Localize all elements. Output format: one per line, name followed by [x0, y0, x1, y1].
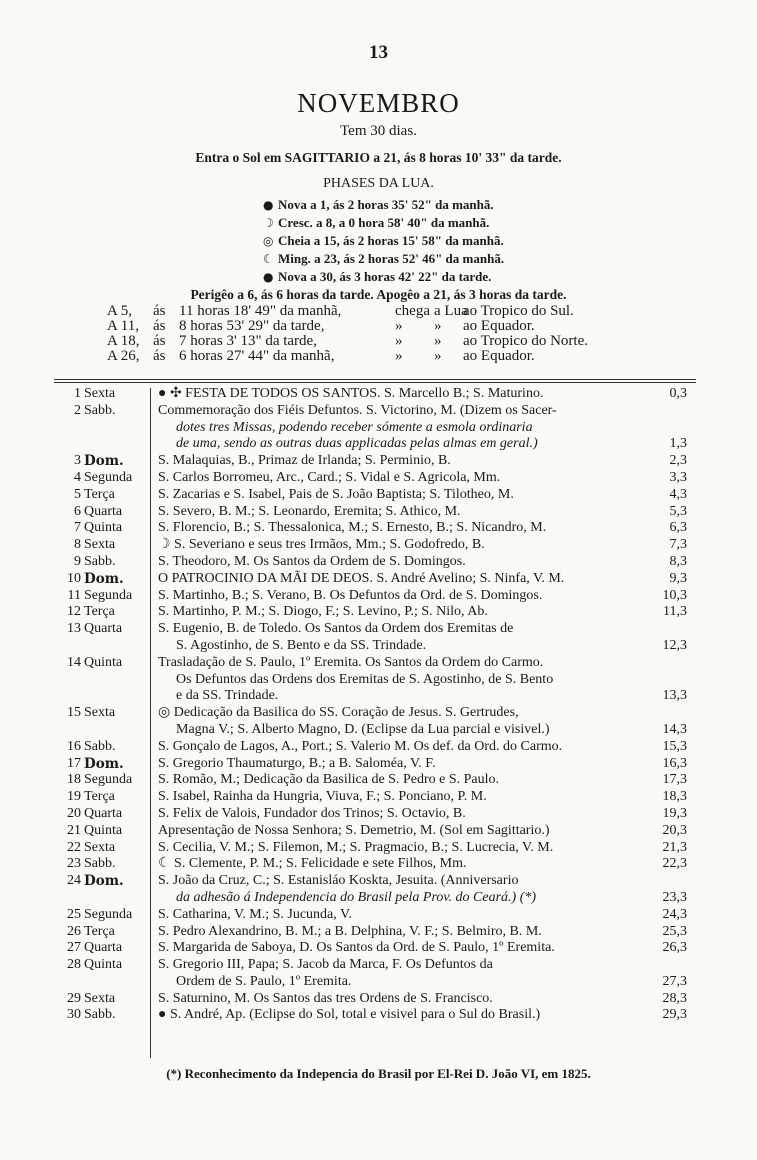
epact-value: 22,3	[662, 856, 687, 872]
tropic-row: A 5, ás 11 horas 18' 49" da manhã, chega a Luaao Tropico do Sul.	[107, 303, 574, 319]
day-number: 6	[74, 503, 81, 519]
feast-text: S. Felix de Valois, Fundador dos Trinos; S. Octavio, B.	[158, 805, 466, 821]
calendar-line	[0, 957, 757, 974]
weekday: Sexta	[84, 537, 116, 553]
calendar-line	[0, 1007, 757, 1024]
day-number: 14	[67, 654, 81, 670]
feast-text: S. Romão, M.; Dedicação da Basilica de S. Pedro e S. Paulo.	[158, 772, 499, 788]
feast-text: S. Florencio, B.; S. Thessalonica, M.; S. Ernesto, B.; S. Nicandro, M.	[158, 520, 547, 536]
epact-value: 15,3	[662, 738, 687, 754]
calendar-row	[0, 588, 757, 605]
calendar-row	[0, 756, 757, 773]
sun-entry: Entra o Sol em SAGITTARIO a 21, ás 8 horas 10' 33" da tarde.	[195, 150, 562, 165]
day-number: 11	[67, 587, 81, 603]
epact-value: 23,3	[662, 889, 687, 905]
epact-value: 4,3	[669, 486, 687, 502]
weekday: Dom.	[84, 873, 124, 890]
calendar-row	[0, 856, 757, 873]
day-number: 26	[67, 923, 81, 939]
weekday: Sexta	[84, 990, 116, 1006]
weekday: Sabb.	[84, 402, 116, 418]
calendar-row	[0, 991, 757, 1008]
weekday: Sexta	[84, 839, 116, 855]
weekday: Terça	[84, 486, 115, 502]
weekday: Quinta	[84, 822, 123, 838]
weekday: Segunda	[84, 469, 133, 485]
feast-text: S. João da Cruz, C.; S. Estanisláo Koskta, Jesuita. (Anniversario	[158, 873, 519, 889]
day-number: 20	[67, 805, 81, 821]
weekday: Terça	[84, 923, 115, 939]
calendar-line	[0, 554, 757, 571]
perigee-apogee: Perigêo a 6, ás 6 horas da tarde. Apogêo a 21, ás 3 horas da tarde.	[190, 287, 567, 302]
epact-value: 17,3	[662, 772, 687, 788]
feast-text: ● S. André, Ap. (Eclipse do Sol, total e visivel para o Sul do Brasil.)	[158, 1007, 541, 1023]
phase-row	[263, 232, 504, 250]
epact-value: 8,3	[669, 553, 687, 569]
phase-text: Cresc. a 8, a 0 hora 58' 40" da manhã.	[278, 215, 490, 230]
calendar-line	[0, 823, 757, 840]
calendar-row	[0, 537, 757, 554]
moon-phases	[263, 196, 504, 286]
calendar-row	[0, 403, 757, 453]
calendar-line	[0, 873, 757, 890]
epact-value: 13,3	[662, 688, 687, 704]
calendar-row	[0, 739, 757, 756]
epact-value: 0,3	[669, 386, 687, 401]
day-number: 17	[67, 755, 81, 771]
feast-text: S. Martinho, B.; S. Verano, B. Os Defuntos da Ord. de S. Domingos.	[158, 587, 543, 603]
weekday: Quarta	[84, 805, 123, 821]
feast-text: S. Gregorio Thaumaturgo, B.; a B. Saloméa, V. F.	[158, 755, 436, 771]
epact-value: 28,3	[662, 990, 687, 1006]
feast-text: Ordem de S. Paulo, 1º Eremita.	[176, 973, 352, 989]
phase-text: Nova a 1, ás 2 horas 35' 52" da manhã.	[278, 197, 494, 212]
phase-text: Cheia a 15, ás 2 horas 15' 58" da manhã.	[278, 233, 504, 248]
feast-text: S. Carlos Borromeu, Arc., Card.; S. Vidal e S. Agricola, Mm.	[158, 469, 501, 485]
weekday: Quarta	[84, 503, 123, 519]
phase-text: Ming. a 23, ás 2 horas 52' 46" da manhã.	[278, 251, 505, 266]
day-number: 9	[74, 553, 81, 569]
calendar-line	[0, 890, 757, 907]
calendar-row	[0, 487, 757, 504]
calendar-line	[0, 924, 757, 941]
day-number: 10	[67, 570, 81, 586]
feast-text: ● ✣ FESTA DE TODOS OS SANTOS. S. Marcello B.; S. Maturino.	[158, 386, 544, 401]
feast-text: Commemoração dos Fiéis Defuntos. S. Victorino, M. (Dizem os Sacer-	[158, 402, 557, 418]
weekday: Segunda	[84, 906, 133, 922]
weekday: Terça	[84, 604, 115, 620]
last-quarter-icon: ☾	[263, 252, 274, 266]
day-number: 30	[67, 1007, 81, 1023]
epact-value: 29,3	[662, 1007, 687, 1023]
calendar-line	[0, 588, 757, 605]
weekday: Sabb.	[84, 553, 116, 569]
weekday: Sexta	[84, 705, 116, 721]
calendar-row	[0, 554, 757, 571]
calendar-line	[0, 705, 757, 722]
calendar-line	[0, 940, 757, 957]
day-number: 25	[67, 906, 81, 922]
calendar-line	[0, 420, 757, 437]
feast-text: ☽ S. Severiano e seus tres Irmãos, Mm.; S. Godofredo, B.	[158, 537, 485, 553]
calendar-line	[0, 991, 757, 1008]
feast-text: S. Severo, B. M.; S. Leonardo, Eremita; S. Athico, M.	[158, 503, 461, 519]
calendar-line	[0, 504, 757, 521]
new-moon-icon: ●	[263, 198, 274, 212]
epact-value: 10,3	[662, 587, 687, 603]
day-number: 5	[74, 486, 81, 502]
page-number: 13	[369, 42, 388, 63]
calendar-row	[0, 453, 757, 470]
weekday: Quinta	[84, 957, 123, 973]
feast-text: O PATROCINIO DA MÃI DE DEOS. S. André Avelino; S. Ninfa, V. M.	[158, 570, 565, 586]
calendar-line	[0, 403, 757, 420]
feast-text: de uma, sendo as outras duas applicadas pelas almas em geral.)	[176, 436, 538, 452]
phase-row	[263, 250, 504, 268]
month-title: NOVEMBRO	[297, 88, 460, 118]
footnote: (*) Reconhecimento da Indepencia do Brasil por El-Rei D. João VI, em 1825.	[166, 1066, 591, 1081]
feast-text: S. Margarida de Saboya, D. Os Santos da Ord. de S. Paulo, 1º Eremita.	[158, 940, 555, 956]
epact-value: 11,3	[663, 604, 687, 620]
epact-value: 21,3	[662, 839, 687, 855]
day-number: 3	[74, 453, 81, 469]
calendar-line	[0, 453, 757, 470]
phases-title: PHASES DA LUA.	[323, 176, 434, 191]
day-number: 16	[67, 738, 81, 754]
feast-text: Trasladação de S. Paulo, 1º Eremita. Os Santos da Ordem do Carmo.	[158, 654, 544, 670]
day-number: 13	[67, 621, 81, 637]
calendar-line	[0, 470, 757, 487]
calendar-line	[0, 638, 757, 655]
feast-text: S. Eugenio, B. de Toledo. Os Santos da Ordem dos Eremitas de	[158, 621, 514, 637]
full-moon-icon: ◎	[263, 234, 274, 248]
calendar-row	[0, 873, 757, 907]
calendar-line	[0, 487, 757, 504]
calendar-line	[0, 772, 757, 789]
day-number: 1	[74, 386, 81, 401]
calendar-line	[0, 974, 757, 991]
feast-text: S. Isabel, Rainha da Hungria, Viuva, F.; S. Ponciano, P. M.	[158, 789, 487, 805]
calendar-row	[0, 504, 757, 521]
feast-text: e da SS. Trindade.	[176, 688, 279, 704]
feast-text: Os Defuntos das Ordens dos Eremitas de S. Agostinho, de S. Bento	[176, 671, 554, 687]
first-quarter-icon: ☽	[263, 216, 274, 230]
day-number: 4	[74, 469, 81, 485]
weekday: Dom.	[84, 570, 124, 587]
phase-row	[263, 214, 504, 232]
calendar-line	[0, 571, 757, 588]
calendar-row	[0, 470, 757, 487]
tropics-list	[107, 304, 588, 364]
day-number: 12	[67, 604, 81, 620]
epact-value: 1,3	[669, 436, 687, 452]
calendar-row	[0, 840, 757, 857]
epact-value: 14,3	[662, 721, 687, 737]
calendar-row	[0, 772, 757, 789]
calendar-row	[0, 789, 757, 806]
weekday: Terça	[84, 789, 115, 805]
epact-value: 24,3	[662, 906, 687, 922]
day-number: 29	[67, 990, 81, 1006]
day-number: 22	[67, 839, 81, 855]
day-number: 27	[67, 940, 81, 956]
new-moon-icon: ●	[263, 270, 274, 284]
calendar-line	[0, 655, 757, 672]
epact-value: 9,3	[669, 570, 687, 586]
calendar-line	[0, 806, 757, 823]
day-number: 15	[67, 705, 81, 721]
table-top-rule	[54, 382, 696, 383]
weekday: Quarta	[84, 940, 123, 956]
weekday: Dom.	[84, 453, 124, 470]
tropic-row: A 26, ás 6 horas 27' 44" da manhã, » » ao Equador.	[107, 348, 535, 364]
day-number: 19	[67, 789, 81, 805]
calendar-row	[0, 655, 757, 705]
weekday: Sexta	[84, 386, 116, 401]
calendar-line	[0, 856, 757, 873]
calendar-row	[0, 705, 757, 739]
feast-text: ☾ S. Clemente, P. M.; S. Felicidade e sete Filhos, Mm.	[158, 856, 467, 872]
calendar-row	[0, 604, 757, 621]
phase-text: Nova a 30, ás 3 horas 42' 22" da tarde.	[278, 269, 492, 284]
calendar-row	[0, 957, 757, 991]
feast-text: S. Agostinho, de S. Bento e da SS. Trindade.	[176, 637, 427, 653]
day-number: 28	[67, 957, 81, 973]
feast-text: S. Cecilia, V. M.; S. Filemon, M.; S. Pragmacio, B.; S. Lucrecia, V. M.	[158, 839, 554, 855]
calendar-line	[0, 840, 757, 857]
calendar-row	[0, 940, 757, 957]
phase-row	[263, 268, 504, 286]
feast-text: S. Theodoro, M. Os Santos da Ordem de S. Domingos.	[158, 553, 466, 569]
day-number: 21	[67, 822, 81, 838]
table-top-rule	[54, 379, 696, 380]
calendar-row	[0, 806, 757, 823]
calendar-line	[0, 789, 757, 806]
weekday: Quinta	[84, 654, 123, 670]
calendar-row	[0, 924, 757, 941]
feast-text: ◎ Dedicação da Basilica do SS. Coração de Jesus. S. Gertrudes,	[158, 705, 519, 721]
day-number: 2	[74, 402, 81, 418]
day-number: 8	[74, 537, 81, 553]
feast-text: S. Zacarias e S. Isabel, Pais de S. João Baptista; S. Tilotheo, M.	[158, 486, 514, 502]
epact-value: 26,3	[662, 940, 687, 956]
feast-text: S. Martinho, P. M.; S. Diogo, F.; S. Levino, P.; S. Nilo, Ab.	[158, 604, 488, 620]
day-number: 23	[67, 856, 81, 872]
epact-value: 16,3	[662, 755, 687, 771]
weekday: Dom.	[84, 755, 124, 772]
calendar-line	[0, 722, 757, 739]
calendar-row	[0, 823, 757, 840]
calendar-line	[0, 688, 757, 705]
epact-value: 12,3	[662, 637, 687, 653]
feast-text: S. Gregorio III, Papa; S. Jacob da Marca, F. Os Defuntos da	[158, 957, 493, 973]
day-number: 24	[67, 873, 81, 889]
calendar-row	[0, 1007, 757, 1024]
feast-text: dotes tres Missas, podendo receber sómente a esmola ordinaria	[176, 419, 533, 435]
feast-text: S. Gonçalo de Lagos, A., Port.; S. Valerio M. Os def. da Ord. do Carmo.	[158, 738, 563, 754]
calendar-line	[0, 386, 757, 403]
weekday: Quarta	[84, 621, 123, 637]
weekday: Segunda	[84, 772, 133, 788]
calendar-line	[0, 672, 757, 689]
feast-text: Magna V.; S. Alberto Magno, D. (Eclipse da Lua parcial e visivel.)	[176, 721, 550, 737]
epact-value: 6,3	[669, 520, 687, 536]
calendar-line	[0, 537, 757, 554]
epact-value: 18,3	[662, 789, 687, 805]
calendar-row	[0, 621, 757, 655]
weekday: Sabb.	[84, 1007, 116, 1023]
tropic-row: A 18, ás 7 horas 3' 13" da tarde, » » ao Tropico do Norte.	[107, 333, 588, 349]
phase-row	[263, 196, 504, 214]
tropic-row: A 11, ás 8 horas 53' 29" da tarde, » » ao Equador.	[107, 318, 535, 334]
epact-value: 5,3	[669, 503, 687, 519]
feast-text: S. Pedro Alexandrino, B. M.; a B. Delphina, V. F.; S. Belmiro, B. M.	[158, 923, 542, 939]
calendar-row	[0, 907, 757, 924]
calendar-line	[0, 756, 757, 773]
weekday: Sabb.	[84, 856, 116, 872]
day-number: 7	[74, 520, 81, 536]
epact-value: 3,3	[669, 469, 687, 485]
days-count: Tem 30 dias.	[340, 123, 417, 139]
feast-text: da adhesão á Independencia do Brasil pela Prov. do Ceará.) (*)	[176, 889, 537, 905]
calendar-row	[0, 520, 757, 537]
calendar-line	[0, 520, 757, 537]
calendar-row	[0, 386, 757, 403]
epact-value: 7,3	[669, 537, 687, 553]
epact-value: 27,3	[662, 973, 687, 989]
epact-value: 19,3	[662, 805, 687, 821]
calendar-line	[0, 436, 757, 453]
calendar-line	[0, 621, 757, 638]
epact-value: 25,3	[662, 923, 687, 939]
calendar-line	[0, 739, 757, 756]
epact-value: 20,3	[662, 822, 687, 838]
feast-text: Apresentação de Nossa Senhora; S. Demetrio, M. (Sol em Sagittario.)	[158, 822, 550, 838]
feast-text: S. Saturnino, M. Os Santos das tres Ordens de S. Francisco.	[158, 990, 493, 1006]
calendar-line	[0, 907, 757, 924]
feast-text: S. Catharina, V. M.; S. Jucunda, V.	[158, 906, 352, 922]
calendar-table	[0, 386, 757, 1024]
weekday: Segunda	[84, 587, 133, 603]
calendar-row	[0, 571, 757, 588]
day-number: 18	[67, 772, 81, 788]
weekday: Quinta	[84, 520, 123, 536]
epact-value: 2,3	[669, 453, 687, 469]
feast-text: S. Malaquias, B., Primaz de Irlanda; S. Perminio, B.	[158, 453, 451, 469]
weekday: Sabb.	[84, 738, 116, 754]
calendar-line	[0, 604, 757, 621]
